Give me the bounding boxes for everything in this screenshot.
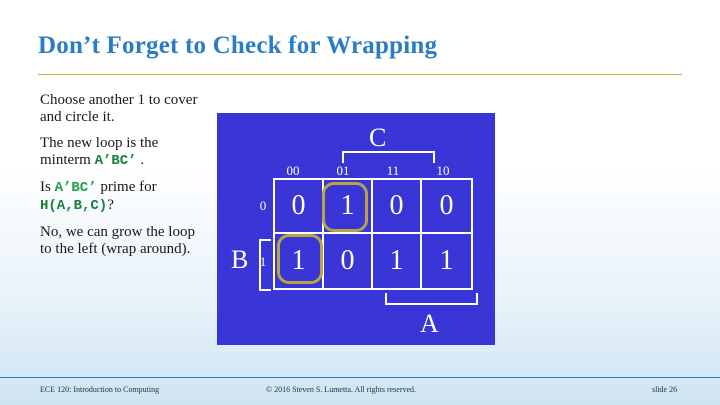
paragraph-2 xyxy=(40,135,208,170)
kmap-col-header-3: 10 xyxy=(436,163,450,178)
kmap-cell-r1c1: 0 xyxy=(324,234,373,288)
footer-copyright: © 2016 Steven S. Lumetta. All rights reserved. xyxy=(266,385,417,394)
kmap-a-region-bracket xyxy=(385,293,478,305)
kmap-col-header-1: 01 xyxy=(336,163,350,178)
kmap-cell-r1c2: 1 xyxy=(373,234,422,288)
body-text-column xyxy=(40,92,208,267)
kmap-cell-r0c3: 0 xyxy=(422,180,471,234)
kmap-cell-r0c1: 1 xyxy=(324,180,373,234)
paragraph-2-text-b: . xyxy=(136,152,145,168)
kmap-col-header-0: 00 xyxy=(286,163,300,178)
kmap-cell-r0c0: 0 xyxy=(275,180,324,234)
paragraph-3-text-c: ? xyxy=(107,197,114,213)
kmap-variable-a-label: A xyxy=(420,309,439,338)
kmap-row-header-0: 0 xyxy=(259,198,267,213)
paragraph-3-text-a: Is xyxy=(40,179,55,195)
paragraph-3-text-b: prime for xyxy=(96,179,157,195)
paragraph-4-text: No, we can grow the loop to the left (wrap around). xyxy=(40,224,195,257)
kmap-c-region-bracket xyxy=(342,151,435,163)
paragraph-1 xyxy=(40,92,208,126)
paragraph-3-function: H(A,B,C) xyxy=(40,198,108,214)
title-divider xyxy=(38,74,682,75)
paragraph-3 xyxy=(40,179,208,215)
karnaugh-map-figure xyxy=(217,113,495,345)
page-title: Don’t Forget to Check for Wrapping xyxy=(38,32,438,59)
kmap-variable-b-label: B xyxy=(231,245,249,274)
paragraph-3-minterm: A’BC’ xyxy=(54,180,97,196)
paragraph-1-text: Choose another 1 to cover and circle it. xyxy=(40,92,198,125)
kmap-grid xyxy=(273,178,473,290)
kmap-col-header-2: 11 xyxy=(386,163,400,178)
paragraph-2-text-a: The new loop is the minterm xyxy=(40,135,159,168)
kmap-cell-r1c3: 1 xyxy=(439,245,454,276)
footer-divider xyxy=(0,377,720,378)
kmap-cell-r1c0: 1 xyxy=(275,234,324,288)
footer-slide-number: slide 26 xyxy=(652,385,678,394)
paragraph-4 xyxy=(40,224,208,258)
footer-course: ECE 120: Introduction to Computing xyxy=(40,385,160,394)
kmap-cell-r0c2: 0 xyxy=(373,180,422,234)
kmap-variable-c-label: C xyxy=(369,123,387,152)
paragraph-2-minterm: A’BC’ xyxy=(94,153,137,169)
kmap-row-header-1: 1 xyxy=(259,254,267,269)
